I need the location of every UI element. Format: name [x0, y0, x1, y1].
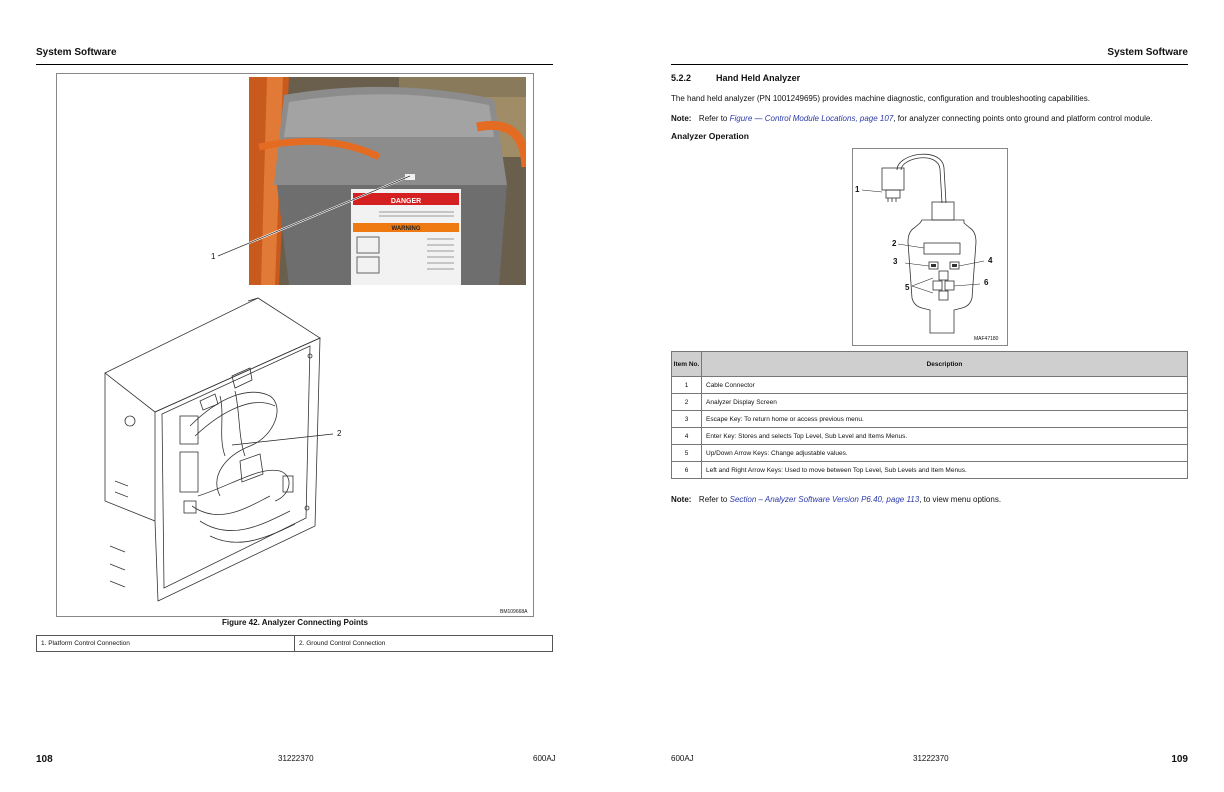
analyzer-callout-3: 3	[893, 257, 898, 266]
callout-1: 1	[211, 252, 216, 261]
legend-item-2: 2. Ground Control Connection	[295, 636, 553, 652]
row-description: Cable Connector	[702, 377, 1188, 394]
right-model: 600AJ	[671, 754, 694, 763]
table-row	[672, 445, 1188, 462]
analyzer-callout-4: 4	[988, 256, 993, 265]
intro-paragraph: The hand held analyzer (PN 1001249695) provides machine diagnostic, configuration and troubleshooting capabilities.	[671, 94, 1090, 103]
note-1-pre: Refer to	[698, 114, 730, 123]
analyzer-callout-6: 6	[984, 278, 989, 287]
row-description: Up/Down Arrow Keys: Change adjustable values.	[702, 445, 1188, 462]
analyzer-callout-1: 1	[855, 185, 860, 194]
row-description: Analyzer Display Screen	[702, 394, 1188, 411]
warning-label: WARNING	[391, 226, 421, 232]
figure-42-caption: Figure 42. Analyzer Connecting Points	[222, 618, 368, 627]
row-description: Enter Key: Stores and selects Top Level, Sub Level and Items Menus.	[702, 428, 1188, 445]
left-drawing-id: BM109668A	[500, 609, 528, 615]
danger-label: DANGER	[390, 198, 422, 205]
table-row	[672, 411, 1188, 428]
row-item: 2	[672, 394, 702, 411]
left-legend-table	[36, 635, 553, 652]
left-doc-number: 31222370	[278, 754, 314, 763]
row-item: 1	[672, 377, 702, 394]
table-header-item: Item No.	[672, 352, 702, 377]
row-description: Escape Key: To return home or access previous menu.	[702, 411, 1188, 428]
analyzer-callout-5: 5	[905, 283, 910, 292]
row-item: 5	[672, 445, 702, 462]
right-header-rule	[671, 64, 1188, 65]
note-1	[671, 113, 1188, 124]
table-row	[672, 394, 1188, 411]
analyzer-drawing	[852, 148, 1006, 344]
row-item: 3	[672, 411, 702, 428]
row-description: Left and Right Arrow Keys: Used to move between Top Level, Sub Levels and Item Menus.	[702, 462, 1188, 479]
table-row	[672, 377, 1188, 394]
section-title: Hand Held Analyzer	[716, 73, 801, 83]
right-doc-number: 31222370	[913, 754, 949, 763]
control-box-drawing	[100, 296, 330, 606]
note-2-label: Note:	[671, 495, 692, 504]
table-row	[672, 428, 1188, 445]
table-row	[672, 462, 1188, 479]
row-item: 6	[672, 462, 702, 479]
note-2-link[interactable]: Section – Analyzer Software Version P6.40, page 113	[729, 495, 920, 504]
left-page-header: System Software	[36, 47, 117, 58]
analyzer-operation-heading: Analyzer Operation	[671, 131, 749, 141]
left-model: 600AJ	[533, 754, 556, 763]
note-2-post: , to view menu options.	[919, 495, 1002, 504]
note-2	[671, 494, 1188, 505]
row-item: 4	[672, 428, 702, 445]
note-1-label: Note:	[671, 114, 692, 123]
analyzer-callout-2: 2	[892, 239, 897, 248]
right-page-header: System Software	[1107, 47, 1188, 58]
note-1-link[interactable]: Figure — Control Module Locations, page 107	[729, 114, 894, 123]
callout-2: 2	[337, 429, 342, 438]
note-2-pre: Refer to	[698, 495, 730, 504]
analyzer-figure-id: MAF47180	[974, 336, 999, 342]
table-header-description: Description	[702, 352, 1188, 377]
right-page-number: 109	[1171, 754, 1188, 765]
left-page-number: 108	[36, 754, 53, 765]
note-1-post: , for analyzer connecting points onto ground and platform control module.	[893, 114, 1153, 123]
legend-item-1: 1. Platform Control Connection	[37, 636, 295, 652]
section-number: 5.2.2	[671, 73, 692, 83]
analyzer-items-table	[671, 351, 1188, 479]
